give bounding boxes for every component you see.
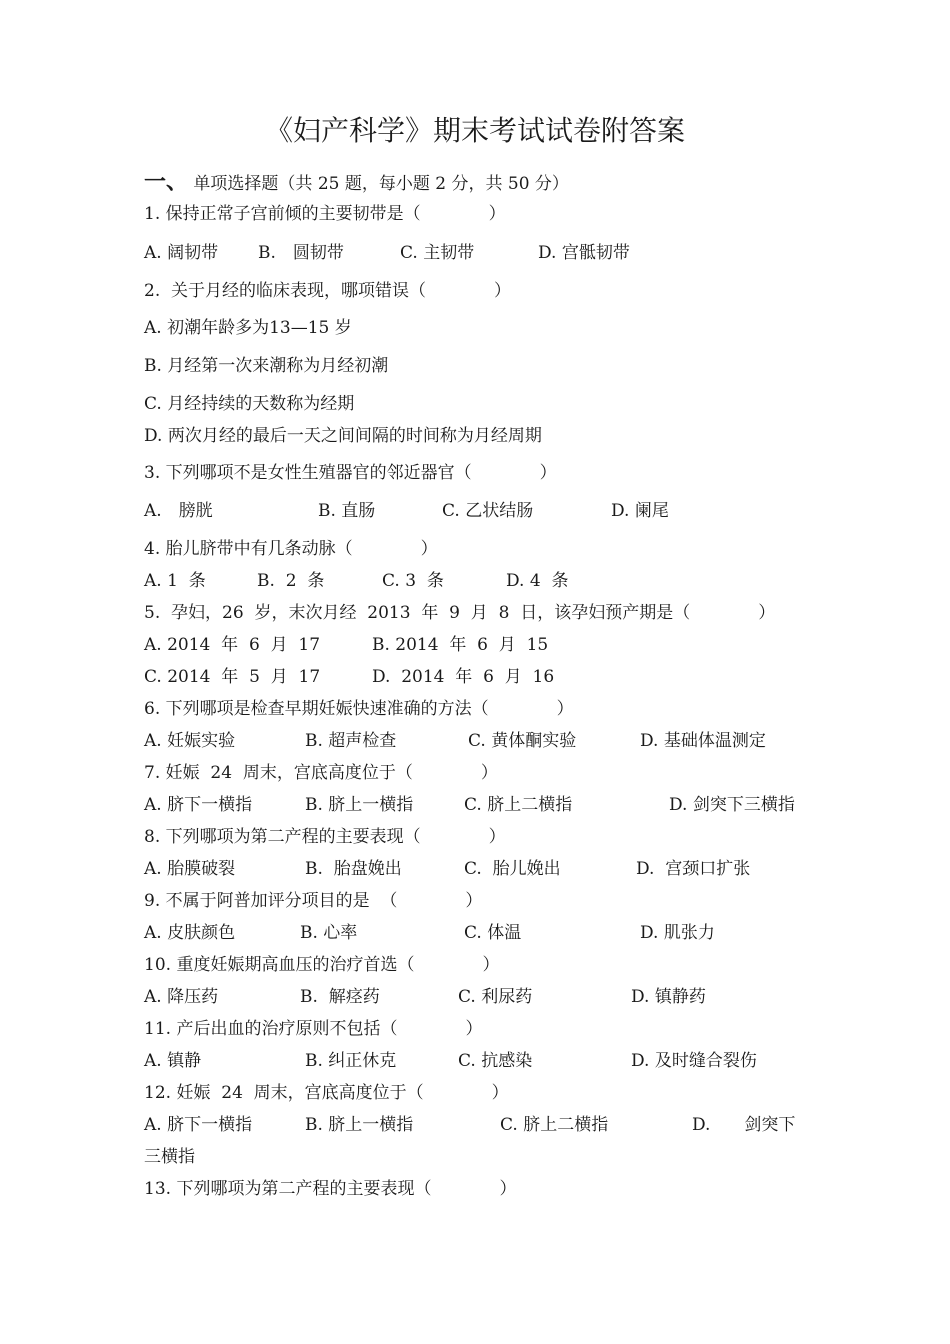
q3-option-b: B. 直肠 xyxy=(318,501,376,521)
question-12: 12. 妊娠 24 周末，宫底高度位于（ ） xyxy=(144,1083,509,1103)
q7-option-a: A. 脐下一横指 xyxy=(144,795,253,815)
q8-option-c: C. 胎儿娩出 xyxy=(464,859,561,879)
section-text: 单项选择题（共 25 题，每小题 2 分，共 50 分） xyxy=(193,174,569,194)
question-10: 10. 重度妊娠期高血压的治疗首选（ ） xyxy=(144,955,500,975)
q6-option-a: A. 妊娠实验 xyxy=(144,731,236,751)
q5-option-b: B. 2014 年 6 月 15 xyxy=(372,635,549,655)
q9-option-b: B. 心率 xyxy=(300,923,358,943)
q8-option-a: A. 胎膜破裂 xyxy=(144,859,236,879)
q8-option-d: D. 宫颈口扩张 xyxy=(636,859,751,879)
q4-option-b: B. 2 条 xyxy=(257,571,325,591)
q9-option-d: D. 肌张力 xyxy=(640,923,715,943)
q2-option-a: A. 初潮年龄多为13—15 岁 xyxy=(144,318,352,338)
page-title: 《妇产科学》期末考试试卷附答案 xyxy=(264,114,685,147)
section-marker: 一、 xyxy=(144,169,189,195)
question-1: 1. 保持正常子宫前倾的主要韧带是（ ） xyxy=(144,204,506,224)
q2-option-b: B. 月经第一次来潮称为月经初潮 xyxy=(144,356,389,376)
q10-option-b: B. 解痉药 xyxy=(300,987,380,1007)
q6-option-d: D. 基础体温测定 xyxy=(640,731,766,751)
q5-option-a: A. 2014 年 6 月 17 xyxy=(144,635,321,655)
q12-option-d-continued: 三横指 xyxy=(144,1147,195,1167)
question-8: 8. 下列哪项为第二产程的主要表现（ ） xyxy=(144,827,506,847)
q6-option-b: B. 超声检查 xyxy=(305,731,397,751)
q11-option-a: A. 镇静 xyxy=(144,1051,202,1071)
q9-option-a: A. 皮肤颜色 xyxy=(144,923,236,943)
q12-option-d: D. 剑突下 xyxy=(692,1115,796,1135)
question-11: 11. 产后出血的治疗原则不包括（ ） xyxy=(144,1019,483,1039)
q10-option-d: D. 镇静药 xyxy=(631,987,706,1007)
q4-option-d: D. 4 条 xyxy=(506,571,569,591)
question-13: 13. 下列哪项为第二产程的主要表现（ ） xyxy=(144,1179,517,1199)
q11-option-b: B. 纠正休克 xyxy=(305,1051,397,1071)
q1-option-c: C. 主韧带 xyxy=(400,243,475,263)
q5-option-d: D. 2014 年 6 月 16 xyxy=(372,667,555,687)
q12-option-c: C. 脐上二横指 xyxy=(500,1115,609,1135)
section-heading xyxy=(144,171,569,195)
q5-option-c: C. 2014 年 5 月 17 xyxy=(144,667,321,687)
question-6: 6. 下列哪项是检查早期妊娠快速准确的方法（ ） xyxy=(144,699,574,719)
q4-option-a: A. 1 条 xyxy=(144,571,206,591)
q3-option-a: A. 膀胱 xyxy=(144,501,213,521)
question-7: 7. 妊娠 24 周末，宫底高度位于（ ） xyxy=(144,763,498,783)
q2-option-d: D. 两次月经的最后一天之间间隔的时间称为月经周期 xyxy=(144,426,542,446)
q7-option-c: C. 脐上二横指 xyxy=(464,795,573,815)
q12-option-a: A. 脐下一横指 xyxy=(144,1115,253,1135)
q3-option-c: C. 乙状结肠 xyxy=(442,501,534,521)
q1-option-b: B. 圆韧带 xyxy=(258,243,344,263)
q7-option-d: D. 剑突下三横指 xyxy=(669,795,795,815)
q2-option-c: C. 月经持续的天数称为经期 xyxy=(144,394,355,414)
question-2: 2. 关于月经的临床表现，哪项错误（ ） xyxy=(144,281,512,301)
q3-option-d: D. 阑尾 xyxy=(611,501,669,521)
q12-option-b: B. 脐上一横指 xyxy=(305,1115,414,1135)
q1-option-a: A. 阔韧带 xyxy=(144,243,219,263)
q4-option-c: C. 3 条 xyxy=(382,571,444,591)
q10-option-a: A. 降压药 xyxy=(144,987,219,1007)
q11-option-d: D. 及时缝合裂伤 xyxy=(631,1051,757,1071)
question-4: 4. 胎儿脐带中有几条动脉（ ） xyxy=(144,539,438,559)
q8-option-b: B. 胎盘娩出 xyxy=(305,859,402,879)
q9-option-c: C. 体温 xyxy=(464,923,522,943)
q10-option-c: C. 利尿药 xyxy=(458,987,533,1007)
q1-option-d: D. 宫骶韧带 xyxy=(538,243,630,263)
question-3: 3. 下列哪项不是女性生殖器官的邻近器官（ ） xyxy=(144,463,557,483)
q11-option-c: C. 抗感染 xyxy=(458,1051,533,1071)
q6-option-c: C. 黄体酮实验 xyxy=(468,731,577,751)
question-5: 5. 孕妇，26 岁，末次月经 2013 年 9 月 8 日，该孕妇预产期是（ ） xyxy=(144,603,776,623)
q7-option-b: B. 脐上一横指 xyxy=(305,795,414,815)
question-9: 9. 不属于阿普加评分项目的是 （ ） xyxy=(144,891,483,911)
